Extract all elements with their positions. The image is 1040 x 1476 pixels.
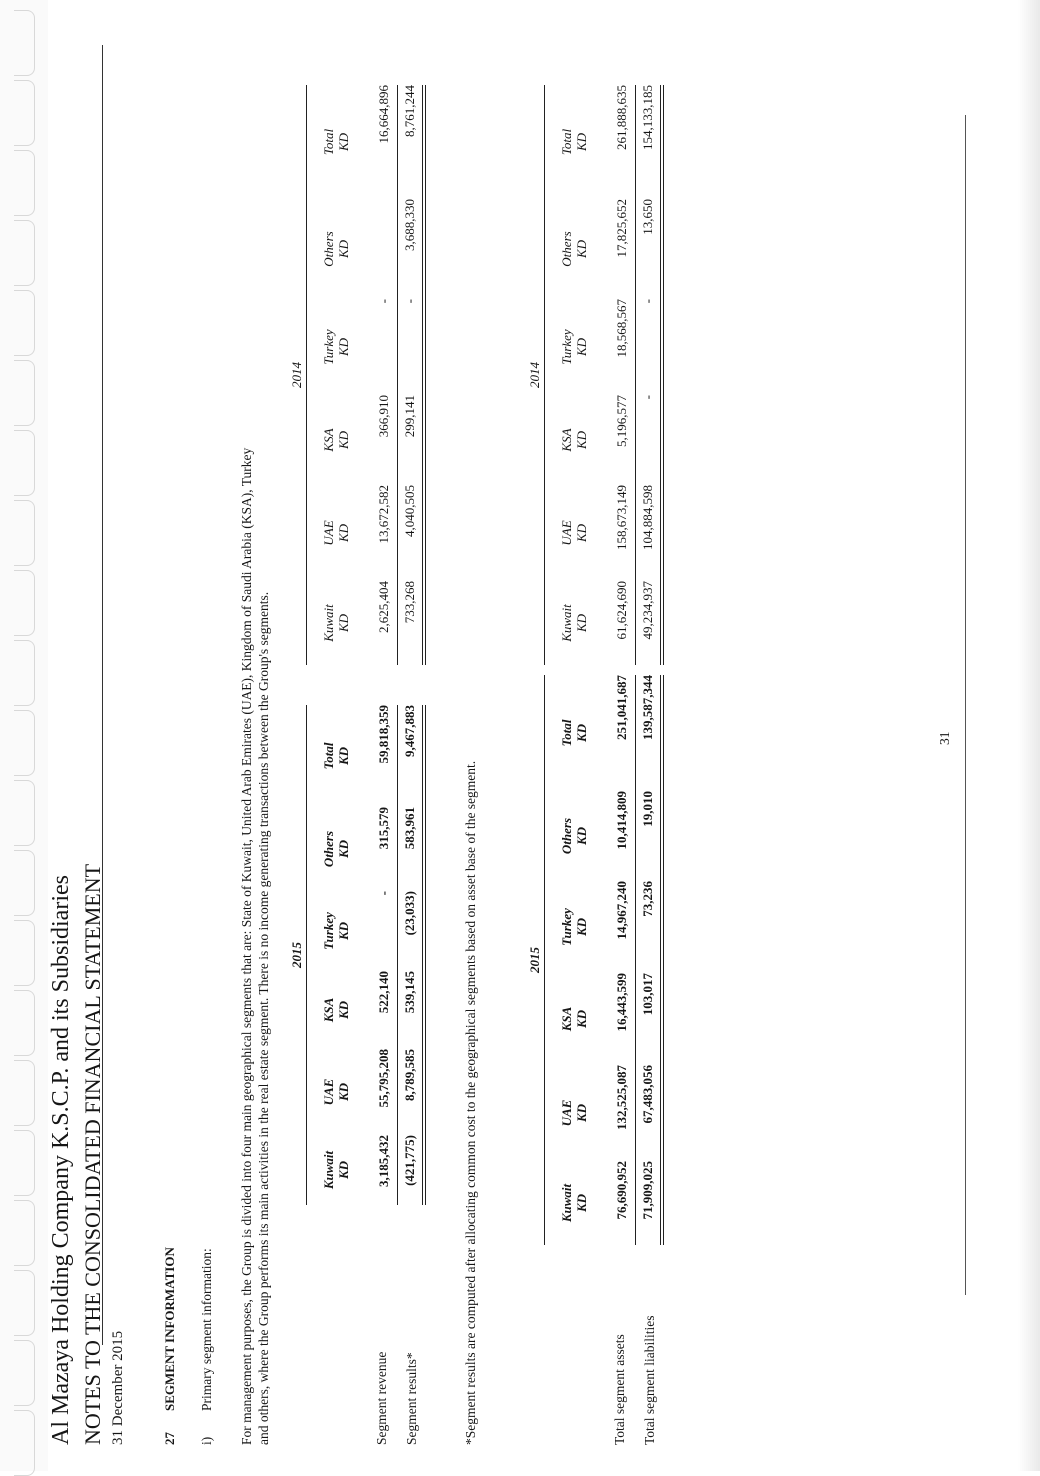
cell: [371, 199, 397, 299]
cell: 67,483,056: [635, 1065, 662, 1161]
cell: 261,888,635: [613, 84, 629, 150]
col-header-turkey: Turkey KD: [559, 908, 589, 946]
col-header-total: Total KD: [559, 128, 589, 156]
cell: 16,443,599: [613, 973, 629, 1032]
cell: 522,140: [375, 971, 391, 1014]
col-header-total: Total KD: [321, 742, 351, 770]
col-header-turkey: Turkey KD: [559, 329, 589, 365]
col-header-kuwait: Kuwait KD: [559, 604, 589, 642]
section-title: SEGMENT INFORMATION: [162, 1247, 177, 1411]
year-header-2015: 2015: [526, 675, 545, 1245]
cell: 251,041,687: [613, 674, 629, 740]
col-header-ksa: KSA KD: [559, 1006, 589, 1032]
cell: 299,141: [397, 395, 424, 485]
cell: 49,234,937: [635, 581, 662, 665]
col-header-ksa: KSA KD: [559, 428, 589, 452]
assets-table-2015: [526, 675, 664, 1245]
cell: 9,467,883: [397, 705, 424, 807]
row-label-segment-revenue: Segment revenue: [374, 1351, 389, 1445]
company-name: Al Mazaya Holding Company K.S.C.P. and its Subsidiaries: [48, 875, 74, 1445]
page-edge-shadow: [1018, 0, 1040, 1471]
footnote: *Segment results are computed after allocating common cost to the geographical segments based on asset base of the segment.: [463, 760, 478, 1445]
col-header-turkey: Turkey KD: [321, 329, 351, 365]
cell: 733,268: [397, 581, 424, 665]
cell: -: [375, 891, 391, 896]
cell: 18,568,567: [613, 299, 629, 358]
cell: 73,236: [635, 881, 662, 973]
section-number: 27: [162, 1432, 177, 1445]
rotated-document-page: [30, 25, 990, 1445]
notes-title: NOTES TO THE CONSOLIDATED FINANCIAL STATEMENT: [80, 863, 105, 1445]
cell: 10,414,809: [613, 791, 629, 850]
col-header-uae: UAE KD: [321, 1078, 351, 1106]
cell: 3,185,432: [375, 1135, 391, 1187]
col-header-others: Others KD: [321, 830, 351, 868]
assets-table-2014: [526, 85, 664, 665]
subsection-title: Primary segment information:: [199, 1248, 214, 1411]
intro-line-1: For management purposes, the Group is divided into four main geographical segments that are: State of Kuwait, United Arab Emirates (UAE), Kingdom of Saudi Arabia (KSA), Turkey: [239, 447, 254, 1445]
cell: 4,040,505: [397, 485, 424, 581]
col-header-others: Others KD: [559, 817, 589, 855]
segment-table-2015: [288, 705, 426, 1205]
col-header-kuwait: Kuwait KD: [321, 1150, 351, 1190]
row-label-total-liabilities: Total segment liabilities: [642, 1315, 657, 1445]
segment-table-2014: [288, 85, 426, 665]
cell: 154,133,185: [635, 85, 662, 199]
cell: 61,624,690: [613, 581, 629, 640]
cell: 583,961: [397, 807, 424, 891]
year-header-2014: 2014: [526, 85, 545, 665]
col-header-others: Others KD: [559, 231, 589, 267]
cell: 104,884,598: [635, 485, 662, 581]
col-header-ksa: KSA KD: [321, 997, 351, 1023]
row-label-total-assets: Total segment assets: [612, 1334, 627, 1445]
col-header-turkey: Turkey KD: [321, 912, 351, 950]
page-number: 31: [937, 731, 952, 745]
cell: -: [635, 395, 662, 485]
cell: 14,967,240: [613, 881, 629, 940]
cell: 55,795,208: [375, 1049, 391, 1108]
cell: 16,664,896: [375, 84, 391, 144]
col-header-uae: UAE KD: [559, 1099, 589, 1127]
cell: 76,690,952: [613, 1161, 629, 1220]
statement-date: 31 December 2015: [110, 1330, 126, 1445]
cell: -: [635, 299, 662, 395]
year-header-2014: 2014: [288, 85, 307, 665]
row-label-segment-results: Segment results*: [404, 1352, 419, 1445]
cell: 103,017: [635, 973, 662, 1065]
cell: -: [397, 299, 424, 395]
cell: (23,033): [397, 891, 424, 971]
cell: 539,145: [397, 971, 424, 1049]
cell: 13,650: [635, 199, 662, 299]
cell: 71,909,025: [635, 1161, 662, 1245]
cell: (421,775): [397, 1135, 424, 1205]
cell: 13,672,582: [375, 485, 391, 544]
subsection-marker: i): [199, 1436, 214, 1445]
cell: -: [375, 299, 391, 304]
cell: 139,587,344: [635, 675, 662, 791]
col-header-total: Total KD: [321, 128, 351, 156]
col-header-total: Total KD: [559, 719, 589, 747]
col-header-uae: UAE KD: [559, 520, 589, 546]
col-header-others: Others KD: [321, 231, 351, 267]
cell: 8,761,244: [397, 85, 424, 199]
col-header-kuwait: Kuwait KD: [321, 604, 351, 642]
cell: 158,673,149: [613, 485, 629, 550]
cell: 2,625,404: [375, 581, 391, 633]
cell: 59,818,359: [375, 704, 391, 764]
cell: 3,688,330: [397, 199, 424, 299]
cell: 366,910: [375, 395, 391, 438]
cell: 8,789,585: [397, 1049, 424, 1135]
cell: 19,010: [635, 791, 662, 881]
intro-line-2: and others, where the Group performs its main activities in the real estate segment. There is no income generating transactions between the Group's segments.: [256, 591, 271, 1445]
cell: 5,196,577: [613, 395, 629, 447]
header-rule: [102, 45, 103, 1345]
cell: 315,579: [375, 807, 391, 850]
cell: 132,525,087: [613, 1065, 629, 1130]
year-header-2015: 2015: [288, 705, 307, 1205]
cell: 17,825,652: [613, 199, 629, 258]
col-header-kuwait: Kuwait KD: [559, 1183, 589, 1223]
footer-rule: [965, 115, 966, 1295]
col-header-uae: UAE KD: [321, 520, 351, 546]
col-header-ksa: KSA KD: [321, 428, 351, 452]
